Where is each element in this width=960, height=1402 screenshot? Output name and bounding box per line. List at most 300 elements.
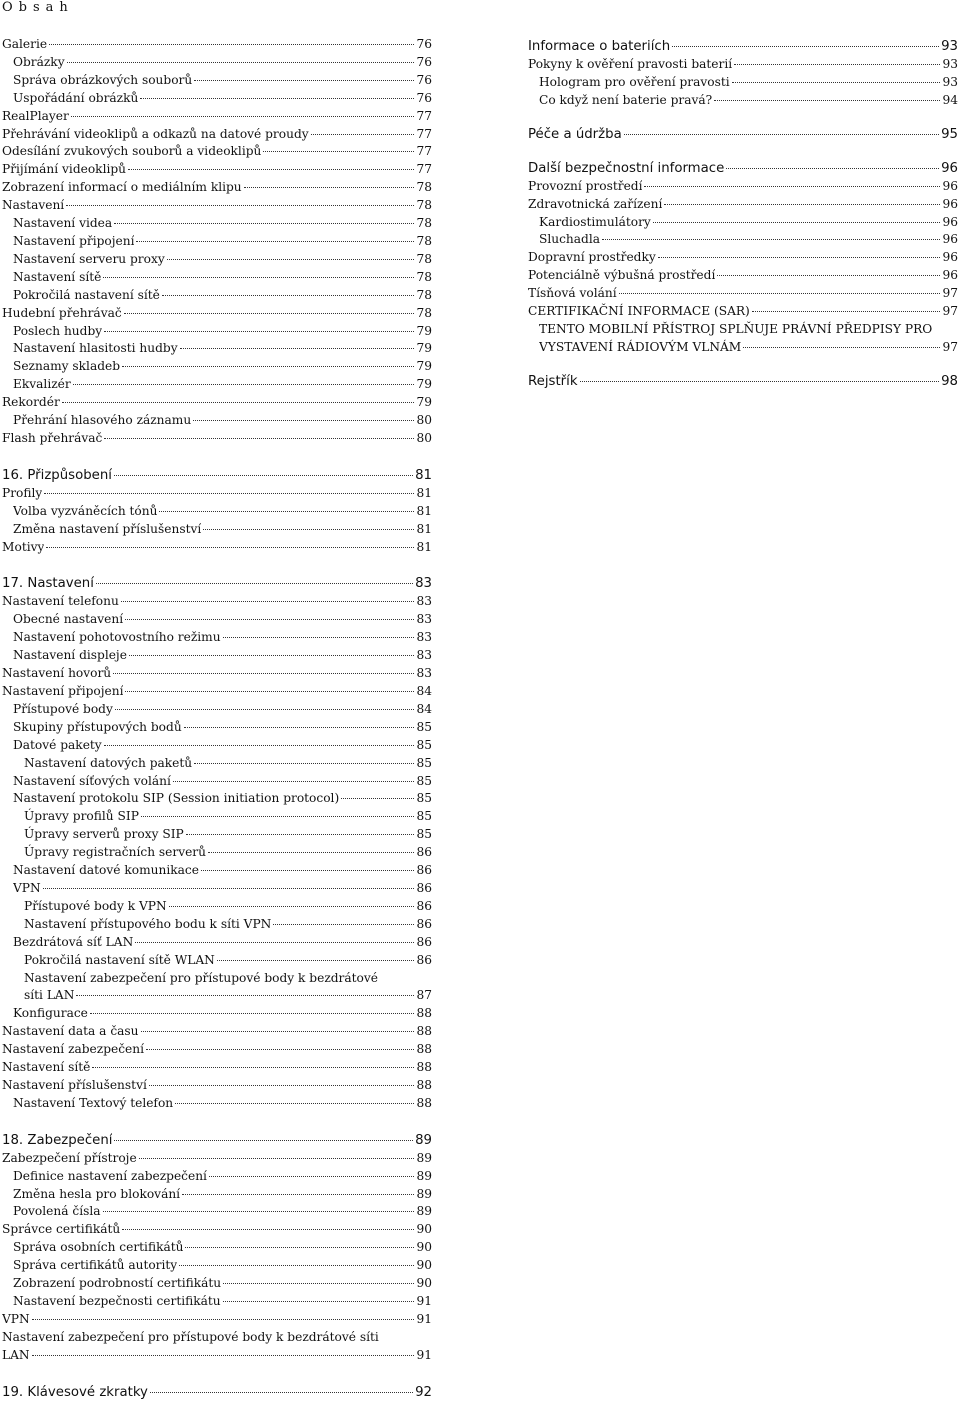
toc-page-number: 96 bbox=[942, 178, 958, 193]
toc-entry[interactable] bbox=[2, 215, 432, 233]
toc-entry[interactable] bbox=[2, 755, 432, 773]
dot-leader bbox=[173, 781, 415, 782]
toc-entry[interactable] bbox=[528, 196, 958, 214]
toc-page-number: 83 bbox=[415, 576, 432, 592]
toc-entry[interactable] bbox=[528, 92, 958, 110]
toc-entry[interactable] bbox=[2, 1059, 432, 1077]
toc-entry-label: Poslech hudby bbox=[13, 323, 103, 338]
toc-entry-label: Nastavení datové komunikace bbox=[13, 863, 199, 878]
toc-entry[interactable] bbox=[2, 412, 432, 430]
toc-page-number: 88 bbox=[416, 1024, 432, 1039]
toc-entry[interactable] bbox=[2, 72, 432, 90]
toc-page-number: 76 bbox=[416, 37, 432, 51]
dot-leader bbox=[179, 1265, 414, 1266]
toc-page-number: 78 bbox=[416, 198, 432, 213]
toc-entry-label: Sluchadla bbox=[539, 232, 601, 247]
toc-entry[interactable] bbox=[2, 503, 432, 521]
toc-entry[interactable] bbox=[2, 719, 432, 737]
dot-leader bbox=[90, 1013, 415, 1014]
toc-entry[interactable] bbox=[528, 231, 958, 249]
dot-leader bbox=[311, 134, 415, 135]
toc-section bbox=[2, 1130, 432, 1365]
toc-entry[interactable] bbox=[2, 197, 432, 215]
toc-entry[interactable] bbox=[528, 303, 958, 321]
toc-page-number: 83 bbox=[416, 612, 432, 627]
dot-leader bbox=[32, 1355, 415, 1356]
toc-page-number: 86 bbox=[416, 916, 432, 931]
toc-entry-label: Další bezpečnostní informace bbox=[528, 160, 725, 176]
dot-leader bbox=[185, 1247, 414, 1248]
toc-entry-label: Hudební přehrávač bbox=[2, 305, 122, 320]
toc-page-number: 79 bbox=[416, 341, 432, 356]
dot-leader bbox=[44, 493, 414, 494]
dot-leader bbox=[46, 547, 414, 548]
toc-page-number: 98 bbox=[941, 373, 958, 389]
toc-entry[interactable] bbox=[2, 737, 432, 755]
dot-leader bbox=[223, 1301, 415, 1302]
toc-entry-label: CERTIFIKAČNÍ INFORMACE (SAR) bbox=[528, 304, 750, 319]
toc-entry[interactable] bbox=[2, 1077, 432, 1095]
toc-entry-label: Provozní prostředí bbox=[528, 178, 643, 193]
toc-entry-label: 18. Zabezpečení bbox=[2, 1132, 113, 1148]
toc-page-number: 81 bbox=[416, 539, 432, 554]
toc-entry[interactable] bbox=[2, 916, 432, 934]
toc-chapter-heading[interactable] bbox=[528, 36, 958, 56]
toc-page-number: 84 bbox=[416, 684, 432, 698]
dot-leader bbox=[129, 655, 415, 656]
toc-entry[interactable] bbox=[2, 1329, 432, 1365]
dot-leader bbox=[208, 852, 415, 853]
toc-page-number: 83 bbox=[416, 630, 432, 645]
toc-entry[interactable] bbox=[528, 267, 958, 285]
dot-leader bbox=[167, 259, 415, 260]
toc-entry-label: Pokročilá nastavení sítě bbox=[13, 287, 160, 302]
toc-page-number: 91 bbox=[416, 1347, 432, 1362]
dot-leader bbox=[103, 1211, 415, 1212]
toc-entry-label: Zobrazení informací o mediálním klipu bbox=[2, 180, 242, 195]
toc-entry-continuation bbox=[539, 339, 958, 357]
toc-page-number: 78 bbox=[416, 269, 432, 284]
dot-leader bbox=[125, 691, 414, 692]
toc-entry-label: Rekordér bbox=[2, 395, 60, 410]
dot-leader bbox=[201, 870, 415, 871]
toc-entry[interactable] bbox=[2, 952, 432, 970]
toc-entry[interactable] bbox=[2, 790, 432, 808]
dot-leader bbox=[602, 239, 940, 240]
toc-entry-label: Nastavení displeje bbox=[13, 648, 127, 663]
dot-leader bbox=[125, 619, 414, 620]
page-title: Obsah bbox=[2, 0, 74, 15]
toc-page-number: 90 bbox=[416, 1258, 432, 1273]
dot-leader bbox=[169, 906, 415, 907]
dot-leader bbox=[43, 888, 415, 889]
toc-entry-label: Uspořádání obrázků bbox=[13, 90, 139, 105]
toc-section bbox=[528, 124, 958, 144]
toc-page-number: 77 bbox=[416, 162, 432, 177]
dot-leader bbox=[209, 1176, 415, 1177]
dot-leader bbox=[263, 151, 414, 152]
dot-leader bbox=[113, 673, 414, 674]
toc-entry[interactable] bbox=[2, 1095, 432, 1113]
toc-page-number: 93 bbox=[942, 74, 958, 89]
toc-page-number: 81 bbox=[415, 467, 432, 483]
dot-leader bbox=[194, 80, 414, 81]
toc-entry[interactable] bbox=[2, 808, 432, 826]
toc-page-number: 80 bbox=[416, 430, 432, 445]
toc-entry-label: Pokyny k ověření pravosti baterií bbox=[528, 57, 733, 71]
toc-entry-label: Nastavení data a času bbox=[2, 1024, 139, 1039]
dot-leader bbox=[203, 529, 414, 530]
dot-leader bbox=[62, 402, 415, 403]
toc-entry[interactable] bbox=[2, 647, 432, 665]
toc-page-number: 96 bbox=[942, 196, 958, 211]
toc-entry[interactable] bbox=[2, 1150, 432, 1168]
dot-leader bbox=[752, 311, 941, 312]
toc-page-number: 92 bbox=[415, 1384, 432, 1400]
toc-entry-label: Flash přehrávač bbox=[2, 430, 103, 445]
toc-entry-label: Ekvalizér bbox=[13, 377, 71, 392]
toc-section bbox=[528, 36, 958, 110]
toc-entry-label: Nastavení zabezpečení bbox=[2, 1042, 144, 1057]
dot-leader bbox=[73, 384, 415, 385]
toc-entry[interactable] bbox=[2, 773, 432, 791]
toc-entry[interactable] bbox=[2, 826, 432, 844]
toc-entry[interactable] bbox=[2, 143, 432, 161]
toc-entry-label: Nastavení Textový telefon bbox=[13, 1095, 174, 1110]
toc-entry[interactable] bbox=[2, 539, 432, 557]
toc-section bbox=[528, 371, 958, 391]
toc-entry-label: VPN bbox=[2, 1311, 30, 1326]
toc-page-number: 81 bbox=[416, 485, 432, 500]
toc-entry-label: Zobrazení podrobností certifikátu bbox=[13, 1276, 222, 1291]
toc-chapter-heading[interactable] bbox=[528, 124, 958, 144]
dot-leader bbox=[141, 1031, 415, 1032]
dot-leader bbox=[644, 186, 940, 187]
toc-page-number: 77 bbox=[416, 108, 432, 123]
toc-entry-label: Nastavení sítě bbox=[2, 1060, 91, 1075]
toc-entry-label: Seznamy skladeb bbox=[13, 359, 121, 374]
toc-entry-label: Obrázky bbox=[13, 54, 65, 69]
toc-entry-label: Co když není baterie pravá? bbox=[539, 92, 713, 107]
toc-page-number: 86 bbox=[416, 863, 432, 878]
toc-page-number: 85 bbox=[416, 791, 432, 806]
toc-entry-label: Nastavení serveru proxy bbox=[13, 251, 165, 266]
toc-entry[interactable] bbox=[528, 178, 958, 196]
toc-entry-label: Kardiostimulátory bbox=[539, 214, 651, 229]
toc-entry-label: Nastavení připojení bbox=[13, 233, 135, 248]
toc-entry-label: Nastavení bezpečnosti certifikátu bbox=[13, 1294, 221, 1308]
dot-leader bbox=[341, 798, 414, 799]
toc-page-number: 97 bbox=[942, 304, 958, 319]
toc-page-number: 88 bbox=[416, 1077, 432, 1092]
toc-entry[interactable] bbox=[2, 844, 432, 862]
toc-page-number: 78 bbox=[416, 216, 432, 231]
toc-entry[interactable] bbox=[2, 108, 432, 126]
dot-leader bbox=[619, 293, 941, 294]
toc-entry[interactable] bbox=[2, 269, 432, 287]
dot-leader bbox=[122, 1229, 414, 1230]
toc-page-number: 83 bbox=[416, 648, 432, 663]
toc-page-number: 84 bbox=[416, 701, 432, 716]
toc-entry[interactable] bbox=[2, 54, 432, 72]
dot-leader bbox=[104, 331, 414, 332]
toc-entry[interactable] bbox=[2, 593, 432, 611]
toc-entry[interactable] bbox=[2, 179, 432, 197]
dot-leader bbox=[71, 116, 415, 117]
toc-entry[interactable] bbox=[2, 1221, 432, 1239]
dot-leader bbox=[128, 169, 414, 170]
dot-leader bbox=[67, 62, 415, 63]
toc-entry[interactable] bbox=[2, 394, 432, 412]
toc-page-number: 89 bbox=[416, 1150, 432, 1165]
toc-section bbox=[528, 158, 958, 357]
dot-leader bbox=[76, 995, 414, 996]
dot-leader bbox=[114, 223, 414, 224]
toc-page-number: 85 bbox=[416, 755, 432, 770]
toc-entry[interactable] bbox=[2, 1041, 432, 1059]
dot-leader bbox=[150, 1392, 413, 1393]
toc-entry-label: Úpravy serverů proxy SIP bbox=[24, 827, 184, 842]
toc-entry-label: Péče a údržba bbox=[528, 126, 622, 142]
toc-entry-label: Nastavení přístupového bodu k síti VPN bbox=[24, 916, 272, 931]
toc-entry[interactable] bbox=[2, 358, 432, 376]
toc-entry[interactable] bbox=[2, 485, 432, 503]
toc-page-number: 90 bbox=[416, 1222, 432, 1237]
toc-entry-label: Hologram pro ověření pravosti bbox=[539, 74, 730, 89]
toc-entry[interactable] bbox=[2, 970, 432, 1006]
dot-leader bbox=[103, 277, 414, 278]
toc-entry-label: Nastavení příslušenství bbox=[2, 1077, 147, 1092]
toc-entry-label: Přístupové body bbox=[13, 701, 113, 716]
toc-entry-label: Změna hesla pro blokování bbox=[13, 1186, 181, 1201]
toc-entry-label: Změna nastavení příslušenství bbox=[13, 521, 202, 536]
toc-page-number: 88 bbox=[416, 1095, 432, 1110]
toc-chapter-heading[interactable] bbox=[528, 371, 958, 391]
toc-entry-label: Definice nastavení zabezpečení bbox=[13, 1168, 207, 1183]
toc-page-number: 89 bbox=[416, 1186, 432, 1201]
toc-entry-continuation bbox=[2, 1347, 432, 1365]
toc-entry-label: Pokročilá nastavení sítě WLAN bbox=[24, 952, 215, 967]
dot-leader bbox=[624, 134, 939, 135]
toc-page-number: 77 bbox=[416, 144, 432, 159]
toc-entry-label: Nastavení telefonu bbox=[2, 594, 119, 609]
toc-entry-label: Skupiny přístupových bodů bbox=[13, 719, 182, 734]
dot-leader bbox=[141, 816, 415, 817]
dot-leader bbox=[180, 348, 415, 349]
toc-entry[interactable] bbox=[528, 214, 958, 232]
toc-entry-label: Zabezpečení přístroje bbox=[2, 1150, 137, 1165]
toc-entry[interactable] bbox=[2, 233, 432, 251]
dot-leader bbox=[146, 1049, 414, 1050]
toc-page-number: 96 bbox=[942, 232, 958, 247]
dot-leader bbox=[49, 44, 414, 45]
toc-entry[interactable] bbox=[2, 701, 432, 719]
dot-leader bbox=[66, 205, 414, 206]
toc-entry[interactable] bbox=[2, 1275, 432, 1293]
toc-entry[interactable] bbox=[2, 683, 432, 701]
toc-entry[interactable] bbox=[2, 611, 432, 629]
toc-entry[interactable] bbox=[2, 36, 432, 54]
toc-entry-label: TENTO MOBILNÍ PŘÍSTROJ SPLŇUJE PRÁVNÍ PŘEDPISY PRO bbox=[539, 321, 933, 336]
toc-entry-label: Nastavení datových paketů bbox=[24, 755, 193, 770]
toc-entry-label: Galerie bbox=[2, 37, 48, 51]
toc-entry[interactable] bbox=[2, 934, 432, 952]
dot-leader bbox=[273, 924, 414, 925]
toc-page-number: 89 bbox=[416, 1168, 432, 1183]
toc-entry[interactable] bbox=[528, 321, 958, 357]
dot-leader bbox=[714, 100, 940, 101]
dot-leader bbox=[193, 420, 414, 421]
toc-entry[interactable] bbox=[2, 1005, 432, 1023]
toc-chapter-heading[interactable] bbox=[2, 1382, 432, 1402]
toc-entry[interactable] bbox=[2, 126, 432, 144]
toc-entry[interactable] bbox=[2, 430, 432, 448]
toc-page-number: 81 bbox=[416, 503, 432, 518]
toc-entry[interactable] bbox=[2, 340, 432, 358]
toc-entry-label: Nastavení pohotovostního režimu bbox=[13, 630, 221, 645]
toc-entry-label: Úpravy registračních serverů bbox=[24, 845, 206, 860]
toc-entry[interactable] bbox=[528, 249, 958, 267]
toc-page-number: 91 bbox=[416, 1294, 432, 1308]
toc-page-number: 96 bbox=[942, 268, 958, 283]
dot-leader bbox=[114, 475, 413, 476]
toc-entry[interactable] bbox=[2, 521, 432, 539]
toc-page-number: 97 bbox=[942, 339, 958, 354]
toc-entry-label: Profily bbox=[2, 485, 43, 500]
toc-entry-label: Informace o bateriích bbox=[528, 39, 671, 54]
toc-page-number: 81 bbox=[416, 521, 432, 536]
toc-entry[interactable] bbox=[2, 376, 432, 394]
dot-leader bbox=[182, 1194, 414, 1195]
toc-entry[interactable] bbox=[2, 1203, 432, 1221]
toc-entry[interactable] bbox=[528, 56, 958, 74]
dot-leader bbox=[162, 295, 415, 296]
toc-entry-label: Správa obrázkových souborů bbox=[13, 72, 193, 87]
toc-entry-label: Nastavení zabezpečení pro přístupové body k bezdrátové síti bbox=[2, 1329, 379, 1344]
toc-page-number: 93 bbox=[942, 57, 958, 71]
toc-page-number: 85 bbox=[416, 809, 432, 824]
dot-leader bbox=[223, 1283, 414, 1284]
toc-entry-label: Datové pakety bbox=[13, 737, 102, 752]
toc-entry[interactable] bbox=[2, 898, 432, 916]
toc-chapter-heading[interactable] bbox=[2, 1130, 432, 1150]
dot-leader bbox=[32, 1319, 415, 1320]
dot-leader bbox=[726, 168, 939, 169]
dot-leader bbox=[140, 98, 414, 99]
toc-entry[interactable] bbox=[2, 287, 432, 305]
toc-entry-label: Nastavení síťových volání bbox=[13, 773, 171, 788]
toc-page-number: 89 bbox=[415, 1132, 432, 1148]
toc-entry-label: Správa osobních certifikátů bbox=[13, 1240, 184, 1255]
dot-leader bbox=[244, 187, 415, 188]
toc-page-number: 91 bbox=[416, 1311, 432, 1326]
toc-entry[interactable] bbox=[2, 629, 432, 647]
toc-entry-label: Obecné nastavení bbox=[13, 612, 124, 627]
toc-entry-label: Úpravy profilů SIP bbox=[24, 809, 139, 824]
toc-entry[interactable] bbox=[2, 90, 432, 108]
toc-page-number: 78 bbox=[416, 287, 432, 302]
toc-entry[interactable] bbox=[2, 305, 432, 323]
toc-entry-label: Přijímání videoklipů bbox=[2, 162, 127, 177]
toc-entry-label: Nastavení hlasitosti hudby bbox=[13, 341, 178, 356]
toc-entry[interactable] bbox=[528, 285, 958, 303]
toc-entry[interactable] bbox=[2, 161, 432, 179]
toc-page-number: 83 bbox=[416, 594, 432, 609]
toc-page-number: 79 bbox=[416, 377, 432, 392]
toc-entry-continuation bbox=[24, 987, 432, 1005]
dot-leader bbox=[135, 942, 414, 943]
toc-entry-label: Rejstřík bbox=[528, 373, 578, 389]
toc-page-number: 80 bbox=[416, 413, 432, 428]
toc-page-number: 87 bbox=[416, 988, 432, 1003]
toc-entry[interactable] bbox=[2, 880, 432, 898]
toc-page-number: 89 bbox=[416, 1204, 432, 1219]
toc-entry[interactable] bbox=[2, 665, 432, 683]
toc-entry[interactable] bbox=[2, 1023, 432, 1041]
toc-entry[interactable] bbox=[528, 74, 958, 92]
toc-entry-label: Povolená čísla bbox=[13, 1204, 101, 1219]
toc-entry-label: Dopravní prostředky bbox=[528, 250, 656, 265]
dot-leader bbox=[96, 583, 413, 584]
dot-leader bbox=[104, 438, 414, 439]
toc-page-number: 96 bbox=[941, 160, 958, 176]
toc-chapter-heading[interactable] bbox=[2, 573, 432, 593]
toc-entry[interactable] bbox=[2, 1293, 432, 1311]
toc-chapter-heading[interactable] bbox=[2, 465, 432, 485]
toc-page-number: 97 bbox=[942, 286, 958, 301]
toc-entry[interactable] bbox=[2, 1168, 432, 1186]
dot-leader bbox=[114, 1140, 413, 1141]
toc-entry[interactable] bbox=[2, 1311, 432, 1329]
toc-page-number: 78 bbox=[416, 233, 432, 248]
dot-leader bbox=[717, 275, 940, 276]
toc-page-number: 76 bbox=[416, 72, 432, 87]
dot-leader bbox=[217, 960, 415, 961]
toc-entry-label: Nastavení připojení bbox=[2, 684, 124, 698]
toc-entry[interactable] bbox=[2, 1239, 432, 1257]
toc-chapter-heading[interactable] bbox=[528, 158, 958, 178]
toc-entry[interactable] bbox=[2, 323, 432, 341]
toc-page-number: 83 bbox=[416, 666, 432, 681]
toc-entry-label: Bezdrátová síť LAN bbox=[13, 934, 134, 949]
dot-leader bbox=[732, 82, 941, 83]
toc-entry-label: Přehrání hlasového záznamu bbox=[13, 413, 192, 428]
toc-entry-label: 16. Přizpůsobení bbox=[2, 467, 112, 483]
dot-leader bbox=[92, 1067, 414, 1068]
dot-leader bbox=[175, 1103, 414, 1104]
toc-left-column bbox=[2, 36, 432, 1402]
toc-page-number: 79 bbox=[416, 395, 432, 410]
toc-entry[interactable] bbox=[2, 1257, 432, 1275]
toc-page-number: 96 bbox=[942, 250, 958, 265]
toc-entry[interactable] bbox=[2, 1186, 432, 1204]
toc-entry-label-cont: síti LAN bbox=[24, 988, 75, 1003]
toc-entry-label: Motivy bbox=[2, 539, 45, 554]
dot-leader bbox=[149, 1085, 415, 1086]
toc-page-number: 90 bbox=[416, 1240, 432, 1255]
toc-entry[interactable] bbox=[2, 862, 432, 880]
toc-page-number: 77 bbox=[416, 126, 432, 141]
toc-right-column bbox=[528, 36, 958, 391]
dot-leader bbox=[223, 637, 415, 638]
toc-entry-label: Odesílání zvukových souborů a videoklipů bbox=[2, 144, 262, 159]
toc-entry-label: Volba vyzváněcích tónů bbox=[13, 503, 158, 518]
toc-page-number: 88 bbox=[416, 1060, 432, 1075]
toc-page-number: 88 bbox=[416, 1042, 432, 1057]
toc-entry[interactable] bbox=[2, 251, 432, 269]
dot-leader bbox=[122, 366, 414, 367]
dot-leader bbox=[664, 204, 940, 205]
